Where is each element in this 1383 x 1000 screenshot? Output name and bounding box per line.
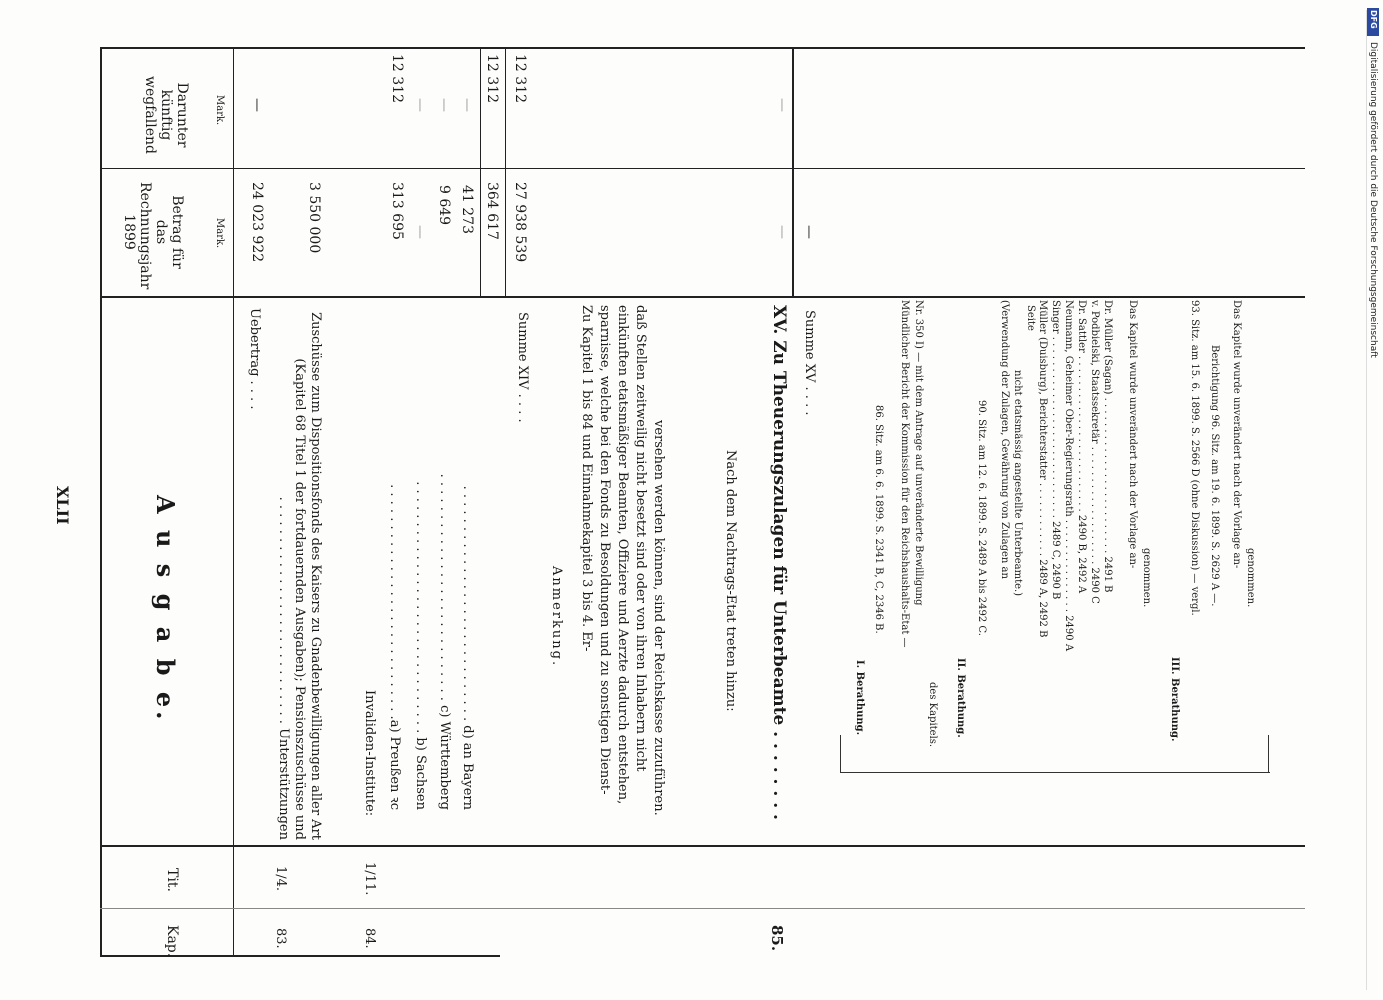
k84-c: c) Württemberg . . . . . . . . . . . . . . . . . . . . . . . . . . . . <box>437 473 452 810</box>
k84-b-darunter: — <box>412 98 428 112</box>
k84-b-amount: — <box>412 225 428 239</box>
k84-d: d) an Bayern . . . . . . . . . . . . . . . . . . . . . . . . . . . . . <box>460 485 475 810</box>
k85-title: XV. Zu Theuerungszulagen für Unterbeamte . . . . . . . . <box>769 305 789 820</box>
col-sep-kap <box>100 908 1305 909</box>
speaker-5: v. Podbielski, Staatssekretär . . . . . . . . . . . . . . . . . . . 2490 C <box>1089 300 1100 604</box>
k85-kap: 85. <box>768 925 786 952</box>
b2-result-1: Das Kapitel wurde unverändert nach der Vorlage an- <box>1127 300 1138 569</box>
k84-c-darunter: — <box>436 98 452 112</box>
anmerkung-line-5: versehen werden können, sind der Reichskasse zuzuführen. <box>651 420 666 816</box>
speaker-6: Dr. Müller (Sagan) . . . . . . . . . . . . . . . . . . . . . . . . . 2491 B <box>1102 300 1113 593</box>
b3-result-1: Das Kapitel wurde unverändert nach der Vorlage an- <box>1231 300 1242 569</box>
table-bottom <box>100 955 500 957</box>
uebertrag-darunter: — <box>249 98 265 112</box>
k84-a: a) Preußen ꝛc. . . . . . . . . . . . . . . . . . . . . . . . . . . . . <box>387 484 402 810</box>
b2-result-2: genommen. <box>1141 548 1152 608</box>
b1-title: I. Berathung. <box>854 660 865 736</box>
b2-paren-1: (Verwendung der Zulagen, Gewährung von Zulagen an <box>999 300 1010 579</box>
k84-subtotal: 364 617 <box>484 182 500 240</box>
digitization-note: Digitalisierung gefördert durch die Deutsche Forschungsgemeinschaft <box>1368 42 1378 358</box>
k85-darunter: — <box>774 98 790 112</box>
summe-xiv-darunter: 12 312 <box>512 54 528 103</box>
anmerkung-line-3: einkünften etatsmäßiger Beamten, Offiziere und Aerzte dadurch entstehen, <box>615 305 630 805</box>
k84-c-amount: 9 649 <box>436 185 452 226</box>
col-header-betrag-unit: Mark. <box>214 218 225 249</box>
table-left-border <box>100 47 102 957</box>
bericht-1: Mündlicher Bericht der Kommission für den Reichshaushalts-Etat — <box>899 300 910 648</box>
k85-amount: — <box>774 225 790 239</box>
page-number: XLII <box>53 486 72 525</box>
notes-bracket-right <box>1268 735 1269 773</box>
summe-rule-2 <box>505 47 506 297</box>
b3-line-2: Berichtigung 96. Sitz. am 19. 6. 1899. S. 2629 A —. <box>1209 345 1220 607</box>
col-sep-text <box>100 296 1305 298</box>
k83-kap: 83. <box>273 928 288 949</box>
col-header-darunter: Darunter künftig wegfallend <box>142 76 190 154</box>
col-sep-header <box>233 47 234 957</box>
table-rule-top <box>100 47 1305 49</box>
b3-line: 93. Sitz. am 15. 6. 1899. S. 2566 D (ohne Diskussion) — vergl. <box>1189 300 1200 616</box>
bericht-2: Nr. 350 I) — mit dem Antrage auf unveränderte Bewilligung <box>913 300 924 606</box>
k84-a-amount: 313 695 <box>389 182 405 240</box>
anmerkung-line-2: sparnisse, welche bei den Fonds zu Besoldungen und zu sonstigen Dienst- <box>597 305 612 795</box>
k83-tit: 1/4. <box>273 866 288 892</box>
b2-paren-2: nicht etatsmässig angestellte Unterbeamte.) <box>1012 370 1023 597</box>
k83-text: Zuschüsse zum Dispositionsfonds des Kaisers zu Gnadenbewilligungen aller Art (Kapitel 68 Titel 1 der fortdauernden Ausgaben); Pensionszuschüsse und Unterstützungen . . . . . . . . . . . . . . . . . . . . . . . . . . . . <box>276 312 323 840</box>
heading-ausgabe: A u s g a b e. <box>151 495 180 724</box>
col-header-betrag: Betrag für das Rechnungsjahr 1899 <box>121 182 185 290</box>
notes-bracket-left <box>840 735 841 773</box>
summe-xiv-label: Summe XIV . . . . <box>515 312 530 423</box>
speaker-3: Neumann, Geheimer Ober-Regierungsrath . . . . . . . . . . . . . . . 2490 A <box>1063 300 1074 652</box>
k84-subtotal-darunter: 12 312 <box>484 54 500 103</box>
col-header-tit: Tit. <box>164 868 180 892</box>
bericht-3: des Kapitels. <box>927 682 938 748</box>
summe-xv-label: Summe XV . . . . <box>802 310 817 416</box>
col-header-darunter-unit: Mark. <box>214 95 225 126</box>
b3-result-2: genommen. <box>1245 548 1256 608</box>
col-sep-betrag <box>100 168 1305 169</box>
b2-title: II. Berathung. <box>955 658 966 738</box>
k83-amount: 3 550 000 <box>306 182 322 254</box>
dfg-logo-text: DFG <box>1369 10 1378 29</box>
summe-rule-1 <box>480 47 481 297</box>
anmerkung-line-1: Zu Kapitel 1 bis 84 und Einnahmekapitel 3 bis 4. Er- <box>579 305 594 652</box>
k84-a-darunter: 12 312 <box>389 54 405 103</box>
speaker-2: Singer . . . . . . . . . . . . . . . . . . . . . . . . . . . . . 2489 C, 2490 B <box>1050 300 1061 600</box>
dfg-logo <box>1367 8 1379 36</box>
nachtrag-line: Nach dem Nachtrags-Etat treten hinzu: <box>723 450 738 712</box>
k84-tit: 1/11. <box>362 862 377 896</box>
summe-xv-amount: — <box>801 225 817 239</box>
k84-d-darunter: — <box>459 98 475 112</box>
k84-text: Invaliden-Institute: <box>362 690 377 817</box>
seite-label: Seite <box>1025 305 1036 331</box>
anmerkung-line-4: daß Stellen zeitweilig nicht besetzt sind oder von ihren Inhabern nicht <box>633 305 648 772</box>
notes-bracket-bottom <box>840 772 1270 773</box>
b3-title: III. Berathung. <box>1169 657 1180 742</box>
k84-d-amount: 41 273 <box>459 185 475 234</box>
col-header-kap: Kap. <box>164 925 180 958</box>
k84-kap: 84. <box>362 928 377 949</box>
k85-rule <box>792 47 794 297</box>
uebertrag-label: Uebertrag . . . . <box>247 308 262 410</box>
b1-line: 86. Sitz. am 6. 6. 1899. S. 2341 B, C, 2346 B. <box>873 405 884 634</box>
b2-line: 90. Sitz. am 12. 6. 1899. S. 2489 A bis 2492 C. <box>976 400 987 636</box>
k84-b: b) Sachsen . . . . . . . . . . . . . . . . . . . . . . . . . . . . . . . <box>413 481 428 810</box>
uebertrag-amount: 24 023 922 <box>249 182 265 263</box>
anmerkung-title: Anmerkung. <box>549 566 564 668</box>
speaker-4: Dr. Sattler . . . . . . . . . . . . . . . . . . . . . . . . . 2490 B, 2492 A <box>1076 300 1087 594</box>
summe-xiv-amount: 27 938 539 <box>512 182 528 263</box>
speaker-1: Müller (Duisburg), Berichterstatter . . . . . . . . . . . . 2489 A, 2492 B <box>1037 300 1048 638</box>
col-sep-tit <box>100 845 1305 847</box>
